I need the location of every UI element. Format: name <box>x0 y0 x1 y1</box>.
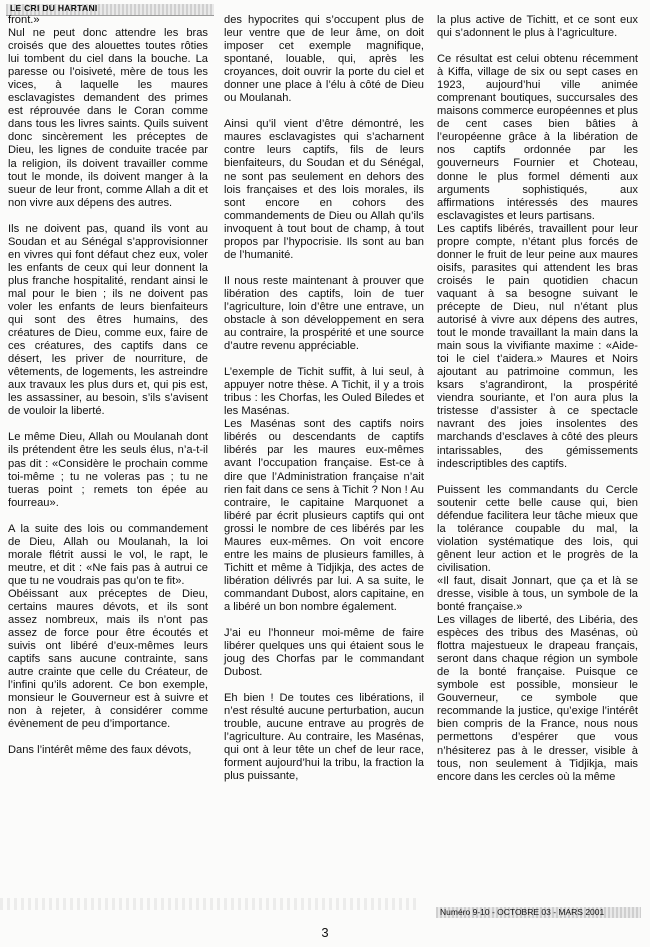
column-1 <box>8 14 208 770</box>
page-number: 3 <box>321 925 329 940</box>
paragraph: Ils ne doivent pas, quand ils vont au Soudan et au Sénégal s’approvisionner en vivres qui font défaut chez eux, voler les enfants de ceux qui leur donnent la plus franche hospitalité, rendant ainsi le mal pour le bien ; ils ne doivent pas voler les enfants de leurs bienfaiteurs qui sont des êtres humains, des créatures de Dieu, comme eux, faire de ces créatures, des captifs dans ce désert, les priver de nourriture, de vêtements, de logements, les astreindre aux travaux les plus durs et, qui pis est, les assassiner, au besoin, s’ils s’avisent de vouloir la liberté. <box>8 222 208 418</box>
header-title: LE CRI DU HARTANI <box>10 3 98 13</box>
paragraph: Il nous reste maintenant à prouver que libération des captifs, loin de tuer l’agriculture, loin d’être une entrave, un obstacle à son développement en sera au contraire, la prospérité et une source d’autre revenu appréciable. <box>224 274 424 353</box>
paragraph: Puissent les commandants du Cercle soutenir cette belle cause qui, bien défendue facilitera leur tâche mieux que la tolérance coupable du mal, la violation systématique des lois, qui gênent leur action et le progrès de la civilisation. <box>437 483 638 574</box>
issue-info: Numéro 9-10 - OCTOBRE 03 - MARS 2001 <box>440 907 605 917</box>
quote: «Il faut, disait Jonnart, que ça et là se dresse, visible à tous, un symbole de la bonté française.» <box>437 574 638 614</box>
paragraph: Nul ne peut donc attendre les bras croisés que des alouettes toutes rôties lui tombent du ciel dans la bouche. La paresse ou l’oisiveté, mère de tous les vices, à laquelle les maures esclavagistes demandent des primes est réprouvée dans le Coran comme dans tous les livres saints. Quils suivent donc sincèrement les préceptes de Dieu, les lignes de conduite tracée par la religion, ils doivent travailler comme tout le monde, ils doivent manger à la sueur de leur front, comme Allah a dit et non vivre aux dépens des autres. <box>8 27 208 209</box>
paragraph: Dans l’intérêt même des faux dévots, <box>8 744 192 757</box>
paragraph: Obéissant aux préceptes de Dieu, certains maures dévots, et ils sont assez nombreux, mais ils n’ont pas assez de force pour être écoutés et suivis ont libéré d’eux-mêmes leurs captifs sans aucune contrainte, sans autre crainte que celle du Créateur, de l’infini qu’ils adorent. Ce bon exemple, monsieur le Gouverneur est à suivre et non à rejeter, à considérer comme évènement de peu d’importance. <box>8 587 208 731</box>
paragraph: Les villages de liberté, des Libéria, des espèces des tribus des Masénas, où flottra majestueux le drapeau français, seront dans chaque région un symbole de la bonté française. Puisque ce symbole est possible, monsieur le Gouverneur, ce symbole que recommande la justice, qu’exige l’intérêt bien compris de la France, nous nous permettons d’espérer que vous n’hésiterez pas à le dresser, visible à tous, non seulement à Tidjikja, mais encore dans les cercles où la même <box>437 614 638 783</box>
paragraph: Ainsi qu’il vient d’être démontré, les maures esclavagistes qui s’acharnent contre leurs captifs, fils de leurs bienfaiteurs, du Soudan et du Sénégal, ne sont pas seulement en dehors des lois françaises et des lois morales, ils sont encore en cohors des commandements de Dieu ou Allah qu’ils invoquent à tout bout de champ, à tout propos par l’hypocrisie. Ils sont au ban de l’humanité. <box>224 118 424 261</box>
scan-noise <box>0 898 420 910</box>
paragraph: front.» <box>8 14 40 26</box>
column-2 <box>224 14 424 797</box>
paragraph: J’ai eu l’honneur moi-même de faire libérer quelques uns qui étaient sous le joug des Chorfas par le commandant Dubost. <box>224 627 424 679</box>
paragraph: la plus active de Tichitt, et ce sont eux qui s’adonnent le plus à l’agriculture. <box>437 14 638 40</box>
paragraph: Les Masénas sont des captifs noirs libérés ou descendants de captifs libérés par les maures eux-mêmes avant l’occupation française. Est-ce à dire que l’Administration française n’ait rien fait dans ce sens à Tichit ? Non ! Au contraire, le capitaine Marquonet a libéré par écrit plusieurs captifs qui ont grossi le nombre de ces libérés par les Maures eux-mêmes. On voit encore entre les mains de plusieurs familles, à Tichitt et même à Tidjikja, des actes de libération délivrés par lui. A sa suite, le commandant Dubost, alors capitaine, en a libéré un bon nombre également. <box>224 418 424 613</box>
column-3 <box>437 14 638 797</box>
paragraph: L’exemple de Tichit suffit, à lui seul, à appuyer notre thèse. A Tichit, il y a trois tribus : les Chorfas, les Ouled Biledes et les Masénas. <box>224 366 424 418</box>
paragraph: Ce résultat est celui obtenu récemment à Kiffa, village de six ou sept cases en 1923, aujourd’hui ville animée comprenant boutiques, succursales des maisons commerce européennes et plus de cent cases bien bâties à l’européenne grâce à la libération de nos captifs ordonnée par les gouverneurs Fournier et Choteau, donne le plus formel démenti aux arguments sophistiqués, aux affirmations intéressés des maures esclavagistes et leurs partisans. <box>437 53 638 222</box>
paragraph: Eh bien ! De toutes ces libérations, il n’est résulté aucune perturbation, aucun trouble, aucune entrave au progrès de l’agriculture. Au contraire, les Masénas, qui ont à leur tête un chef de leur race, forment aujourd’hui la tribu, la fraction la plus puissante, <box>224 692 424 783</box>
paragraph: A la suite des lois ou commandement de Dieu, Allah ou Moulanah, la loi morale flétrit aussi le vol, le rapt, le meutre, et dit : «Ne fais pas à autrui ce que tu ne voudrais pas qu’on te fit». <box>8 522 208 587</box>
paragraph: des hypocrites qui s’occupent plus de leur ventre que de leur âme, on doit imposer cet exemple magnifique, spontané, louable, qui, après les croyances, doit ouvrir la porte du ciel et donner une place à l’élu à côté de Dieu ou Moulanah. <box>224 14 424 105</box>
paragraph: Le même Dieu, Allah ou Moulanah dont ils prétendent être les seuls élus, n’a-t-il pas dit : «Considère le prochain comme toi-même ; tu ne voleras pas ; tu ne tueras point ; remets ton épée au fourreau». <box>8 431 208 509</box>
paragraph: Les captifs libérés, travaillent pour leur propre compte, n’étant plus forcés de donner le fruit de leur peine aux maures oisifs, parasites qui attendent les bras croisés le pain quotidien chacun vaquant à sa besogne suivant le précepte de Dieu, nul n’étant plus autorisé à vivre aux dépens des autres, tout le monde travaillant la main dans la main sous la vivifiante maxime : «Aide-toi le ciel t’aidera.» Maures et Noirs ajoutant au patrimoine commun, les ksars s’agrandiront, la prospérité viendra souriante, et l’on aura plus la tristesse d’assister à ce spectacle navrant des joies insolentes des marchands d’esclaves à côté des pleurs intarissables, des gémissements indescriptibles des captifs. <box>437 222 638 470</box>
